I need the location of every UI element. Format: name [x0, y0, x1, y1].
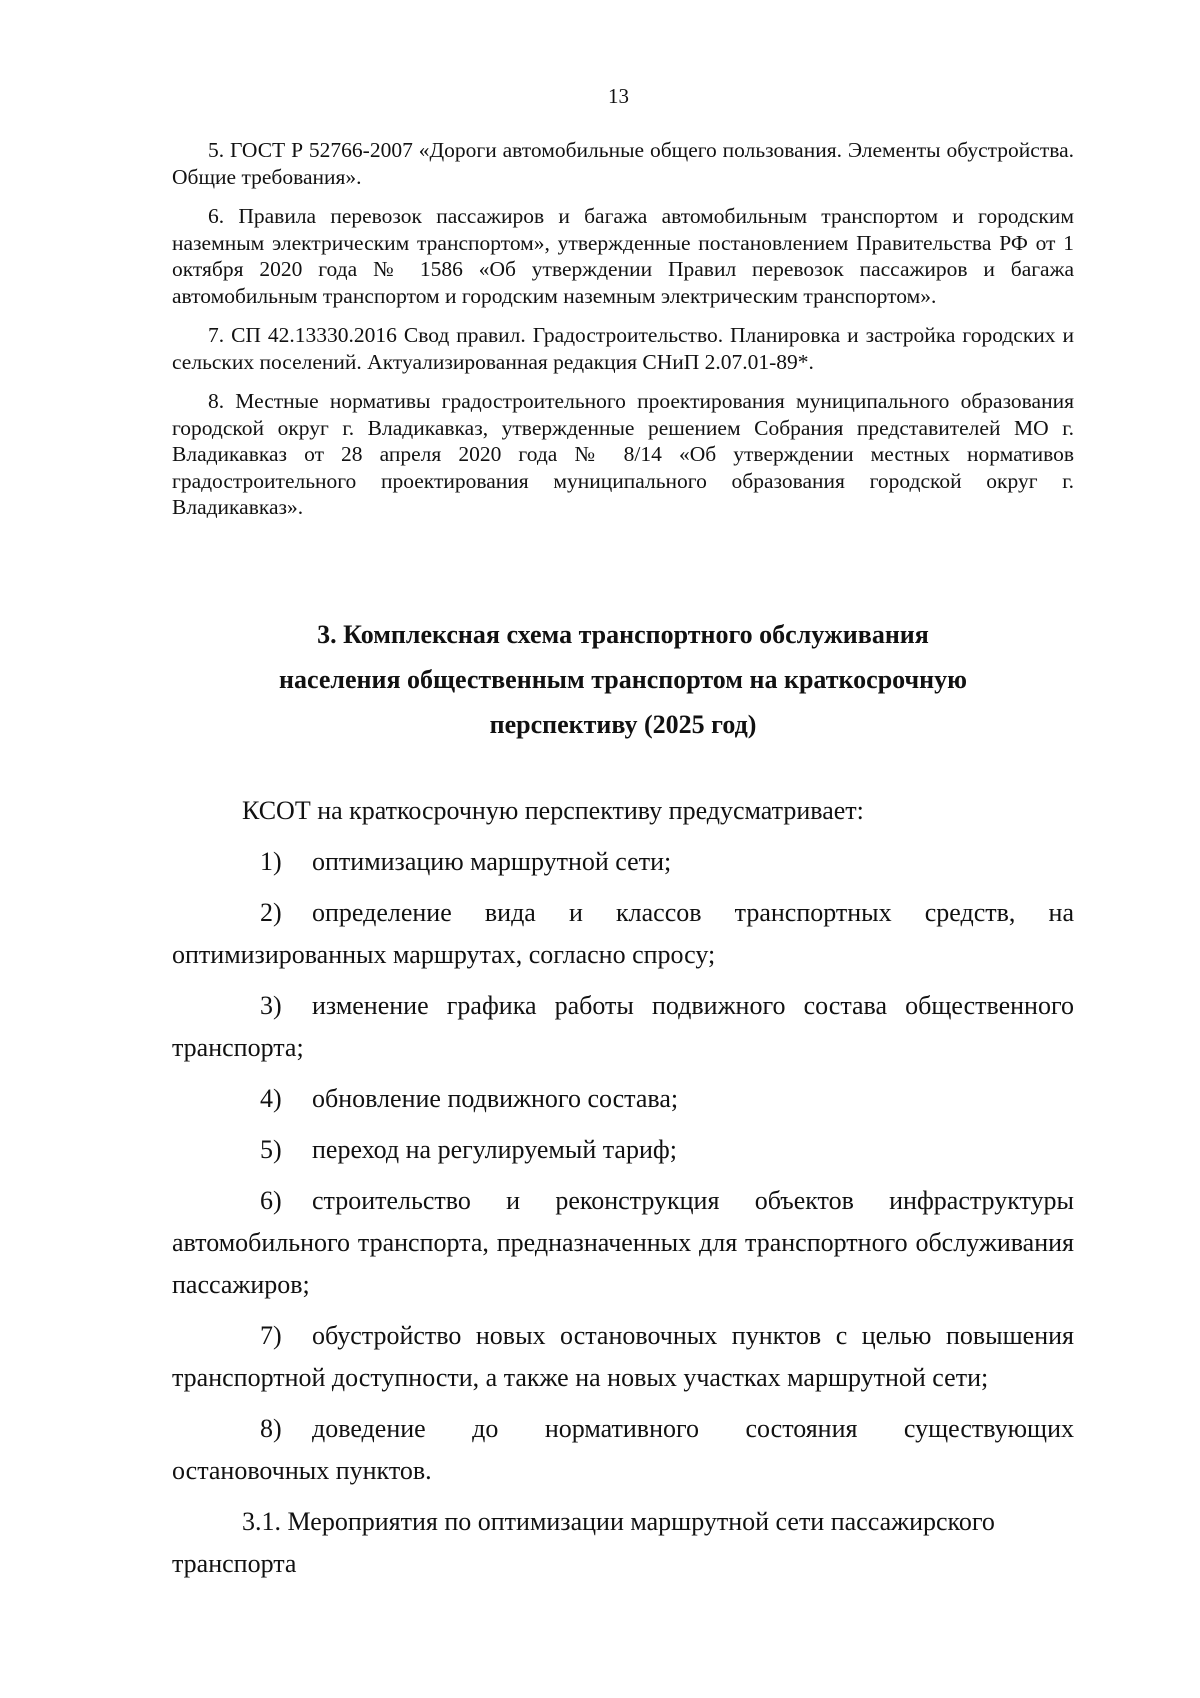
- reference-item: 6. Правила перевозок пассажиров и багажа автомобильным транспортом и городским наземным электрическим транспортом», утвержденные постановлением Правительства РФ от 1 октября 2020 года № 1586 «Об утверждении Правил перевозок пассажиров и багажа автомобильным транспортом и городским наземным электрическим транспортом».: [172, 204, 1074, 308]
- list-item: [172, 1129, 1074, 1171]
- list-item-number: 8): [260, 1414, 282, 1443]
- subsection-heading: 3.1. Мероприятия по оптимизации маршрутной сети пассажирского транспорта: [172, 1507, 995, 1578]
- list-item-number: 5): [260, 1135, 282, 1164]
- list-item: [172, 1408, 1074, 1492]
- list-item-number: 1): [260, 847, 282, 876]
- section-title-line: перспективу (2025 год): [489, 710, 757, 739]
- reference-list: [172, 137, 1074, 534]
- list-item-text: обновление подвижного состава;: [312, 1084, 679, 1113]
- list-item-number: 6): [260, 1186, 282, 1215]
- list-item-number: 3): [260, 991, 282, 1020]
- reference-item: 5. ГОСТ Р 52766-2007 «Дороги автомобильные общего пользования. Элементы обустройства. Общие требования».: [172, 138, 1074, 189]
- list-item: [172, 892, 1074, 976]
- list-item-number: 2): [260, 898, 282, 927]
- list-item: [172, 985, 1074, 1069]
- list-item-text: строительство и реконструкция объектов инфраструктуры автомобильного транспорта, предназначенных для транспортного обслуживания пассажиров;: [172, 1186, 1074, 1299]
- list-item-text: обустройство новых остановочных пунктов с целью повышения транспортной доступности, а также на новых участках маршрутной сети;: [172, 1321, 1074, 1392]
- list-item: [172, 1315, 1074, 1399]
- list-item-text: доведение до нормативного состояния существующих остановочных пунктов.: [172, 1414, 1074, 1485]
- list-item-number: 4): [260, 1084, 282, 1113]
- list-item-text: переход на регулируемый тариф;: [312, 1135, 677, 1164]
- list-item: [172, 1078, 1074, 1120]
- list-item: [172, 841, 1074, 883]
- section-title-line: 3. Комплексная схема транспортного обслуживания: [317, 620, 929, 649]
- list-item-text: оптимизацию маршрутной сети;: [312, 847, 672, 876]
- reference-item: 8. Местные нормативы градостроительного проектирования муниципального образования городской округ г. Владикавказ, утвержденные решением Собрания представителей МО г. Владикавказ от 28 апреля 2020 года № 8/14 «Об утверждении местных нормативов градостроительного проектирования муниципального образования городской округ г. Владикавказ».: [172, 389, 1074, 519]
- section-title-line: населения общественным транспортом на краткосрочную: [278, 665, 967, 694]
- section-body: [172, 790, 1074, 1585]
- list-item-text: определение вида и классов транспортных средств, на оптимизированных маршрутах, согласно спросу;: [172, 898, 1074, 969]
- page-number: 13: [608, 84, 629, 108]
- list-item-number: 7): [260, 1321, 282, 1350]
- intro-paragraph: КСОТ на краткосрочную перспективу предусматривает:: [242, 796, 864, 825]
- reference-item: 7. СП 42.13330.2016 Свод правил. Градостроительство. Планировка и застройка городских и сельских поселений. Актуализированная редакция СНиП 2.07.01-89*.: [172, 323, 1074, 374]
- list-item: [172, 1180, 1074, 1306]
- list-item-text: изменение графика работы подвижного состава общественного транспорта;: [172, 991, 1074, 1062]
- section-title: [172, 612, 1074, 747]
